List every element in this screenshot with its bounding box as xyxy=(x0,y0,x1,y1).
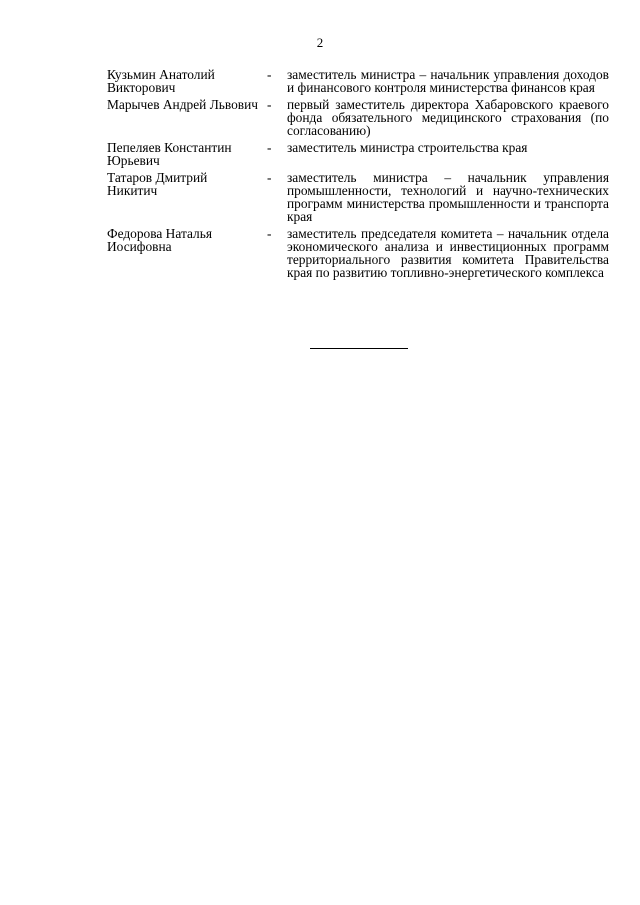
member-dash: - xyxy=(267,226,272,241)
member-dash: - xyxy=(267,170,272,185)
member-name: Пепеляев Константин Юрьевич xyxy=(107,140,232,168)
member-position: заместитель министра строительства края xyxy=(287,140,528,155)
member-position: заместитель министра – начальник управления доходов и финансового контроля министерства финансов края xyxy=(287,67,609,95)
member-position: заместитель председателя комитета – начальник отдела экономического анализа и инвестиционных программ территориального развития комитета Правительства края по развитию топливно-энергетического комплекса xyxy=(287,226,609,280)
member-name: Татаров Дмитрий Никитич xyxy=(107,170,208,198)
member-row xyxy=(107,171,609,223)
member-row xyxy=(107,141,609,167)
member-dash: - xyxy=(267,140,272,155)
member-dash: - xyxy=(267,97,272,112)
member-name: Марычев Андрей Львович xyxy=(107,97,259,112)
member-name: Кузьмин Анатолий Викторович xyxy=(107,67,215,95)
end-of-list-rule xyxy=(310,348,408,349)
page-number: 2 xyxy=(316,35,324,50)
member-position: заместитель министра – начальник управления промышленности, технологий и научно-технических программ министерства промышленности и транспорта края xyxy=(287,170,609,224)
member-position: первый заместитель директора Хабаровского краевого фонда обязательного медицинского страхования (по согласованию) xyxy=(287,97,609,138)
member-list xyxy=(107,68,609,283)
member-row xyxy=(107,227,609,279)
member-row xyxy=(107,98,609,137)
member-row xyxy=(107,68,609,94)
member-dash: - xyxy=(267,67,272,82)
member-name: Федорова Наталья Иосифовна xyxy=(107,226,212,254)
